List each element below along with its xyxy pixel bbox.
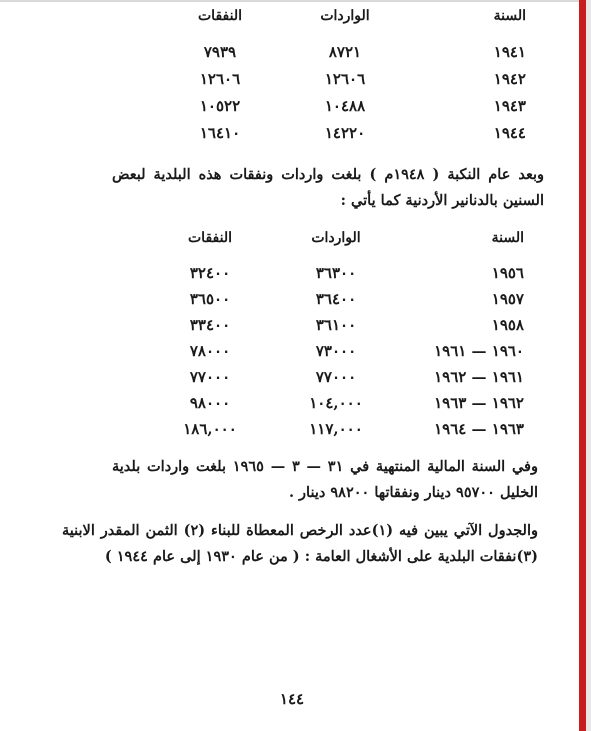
table-row: ١٠٤,٠٠٠ xyxy=(309,394,363,412)
table-row: ١٨٦,٠٠٠ xyxy=(183,420,237,438)
table-row: ١٠٥٢٢ xyxy=(199,97,241,115)
table-row: ٣٦٤٠٠ xyxy=(315,290,357,308)
page-number: ١٤٤ xyxy=(279,690,305,708)
table-row: ٧٨٠٠٠ xyxy=(189,342,231,360)
table-row: ١٩٥٧ xyxy=(491,290,524,308)
table-row: ١٩٤١ xyxy=(493,43,526,61)
table-row: ١٩٦١ — ١٩٦٢ xyxy=(434,368,524,386)
table-row: ١٩٦٣ — ١٩٦٤ xyxy=(434,420,524,438)
table-row: ١٩٤٣ xyxy=(493,97,526,115)
table-row: ١٢٦٠٦ xyxy=(324,70,366,88)
paragraph-3: والجدول الآتي يبين فيه (١)عدد الرخص المعطاة للبناء (٢) الثمن المقدر الابنية (٣)نفقات البلدية على الأشغال العامة : ( من عام ١٩٣٠ إلى عام ١٩٤٤ ) xyxy=(62,522,539,565)
table-2-header-revenue: الواردات xyxy=(311,230,361,246)
table-1-header-year: السنة xyxy=(493,8,526,24)
table-2-header-year: السنة xyxy=(491,230,524,246)
table-1-header-revenue: الواردات xyxy=(320,8,370,24)
table-row: ١٩٦٠ — ١٩٦١ xyxy=(434,342,524,360)
red-frame-border xyxy=(579,0,586,731)
table-row: ٣٦٣٠٠ xyxy=(315,264,357,282)
table-row: ١٩٦٢ — ١٩٦٣ xyxy=(434,394,524,412)
paragraph-2: وفي السنة المالية المنتهية في ٣١ — ٣ — ١٩٦٥ بلغت واردات بلدية الخليل ٩٥٧٠٠ دينار ونفقاتها ٩٨٢٠٠ دينار . xyxy=(112,458,538,501)
window-edge xyxy=(586,0,591,731)
table-row: ٨٧٢١ xyxy=(328,43,362,61)
table-row: ٣٦٥٠٠ xyxy=(189,290,231,308)
table-row: ١٦٤١٠ xyxy=(199,124,241,142)
table-row: ٩٨٠٠٠ xyxy=(189,394,231,412)
table-row: ١٠٤٨٨ xyxy=(324,97,366,115)
paragraph-1: وبعد عام النكبة ( ١٩٤٨م ) بلغت واردات ونفقات هذه البلدية لبعض السنين بالدنانير الأردنية كما يأتي : xyxy=(112,166,544,209)
table-row: ٣٦١٠٠ xyxy=(315,316,357,334)
table-row: ١٩٥٦ xyxy=(491,264,524,282)
table-row: ٧٣٠٠٠ xyxy=(315,342,357,360)
table-row: ١٢٦٠٦ xyxy=(199,70,241,88)
table-row: ١٤٢٢٠ xyxy=(324,124,366,142)
table-row: ٣٢٤٠٠ xyxy=(189,264,231,282)
table-row: ٧٩٣٩ xyxy=(203,43,237,61)
table-row: ٧٧٠٠٠ xyxy=(189,368,231,386)
table-row: ١٩٥٨ xyxy=(491,316,524,334)
table-row: ١١٧,٠٠٠ xyxy=(309,420,363,438)
top-border xyxy=(0,0,591,2)
table-2-header-expenses: النفقات xyxy=(188,230,232,246)
table-row: ٣٣٤٠٠ xyxy=(189,316,231,334)
table-row: ١٩٤٤ xyxy=(493,124,526,142)
table-row: ١٩٤٢ xyxy=(493,70,526,88)
table-row: ٧٧٠٠٠ xyxy=(315,368,357,386)
table-1-header-expenses: النفقات xyxy=(198,8,242,24)
